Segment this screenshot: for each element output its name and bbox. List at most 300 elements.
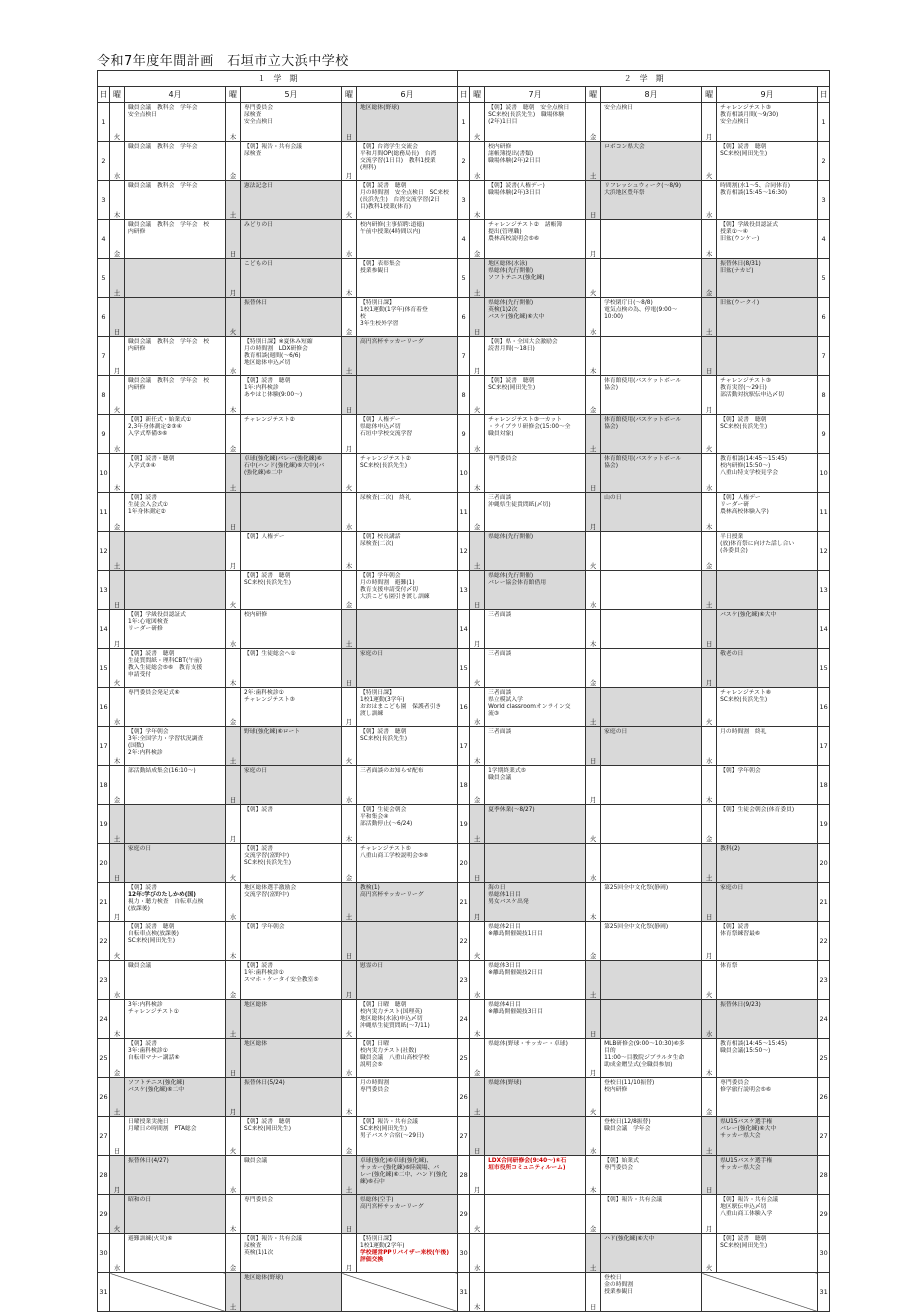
weekday-cell: 日 — [586, 1273, 601, 1312]
weekday-cell: 木 — [470, 181, 485, 220]
day-number: 30 — [458, 1234, 470, 1273]
event-cell: 【朝】読書・聴朝 入学式③④ — [125, 454, 226, 493]
table-row — [98, 1000, 830, 1039]
weekday-cell: 金 — [226, 415, 241, 454]
weekday-cell: 日 — [586, 181, 601, 220]
event-cell: 県U15バスケ選手権 バレー(強化練)⑥大中 サッカー県大会 — [717, 1117, 818, 1156]
day-number: 23 — [98, 961, 110, 1000]
weekday-cell: 月 — [470, 610, 485, 649]
event-cell: 三者面談 — [485, 610, 586, 649]
day-number: 10 — [458, 454, 470, 493]
event-cell: 【朝】県・全国大会激励会 読書月間(〜18日) — [485, 337, 586, 376]
weekday-cell: 火 — [702, 1234, 717, 1273]
event-cell: 地区総体(野球) — [241, 1273, 342, 1312]
event-cell: 【朝】読書 聴朝 SC来校(岡田先生) — [717, 1234, 818, 1273]
weekday-cell: 土 — [226, 454, 241, 493]
weekday-cell: 土 — [586, 688, 601, 727]
event-cell: 【特別日課】 1校1運動(3学年) おおはまこども園 保護者引き 渡し訓練 — [357, 688, 458, 727]
event-cell: 【朝】報告・共有会議 尿検査 — [241, 142, 342, 181]
day-number: 23 — [458, 961, 470, 1000]
day-number: 4 — [98, 220, 110, 259]
table-row — [98, 1039, 830, 1078]
weekday-cell: 土 — [586, 1234, 601, 1273]
weekday-cell: 日 — [226, 493, 241, 532]
event-cell: 体育館使用(バスケットボール 協会) — [601, 415, 702, 454]
weekday-cell: 土 — [702, 1117, 717, 1156]
table-row — [98, 1117, 830, 1156]
event-cell: チャレンジテスト③一カット ・ライブラリ研修会(15:00〜全 職員対象) — [485, 415, 586, 454]
weekday-cell: 金 — [110, 1039, 125, 1078]
event-cell: 家庭の日 — [357, 649, 458, 688]
event-cell: 県総体(野球) — [485, 1078, 586, 1117]
day-number: 9 — [458, 415, 470, 454]
day-number: 28 — [98, 1156, 110, 1195]
event-cell: 体育祭 — [717, 961, 818, 1000]
event-cell: 【朝】読書(人権デー) 職場体験(2年)3日目 — [485, 181, 586, 220]
weekday-cell: 月 — [702, 922, 717, 961]
event-cell: 【朝】読書 体育祭練習最⑥ — [717, 922, 818, 961]
event-cell: 月の時間割 終礼 — [717, 727, 818, 766]
weekday-cell: 火 — [586, 1078, 601, 1117]
day-number: 5 — [98, 259, 110, 298]
event-cell — [601, 649, 702, 688]
weekday-cell: 火 — [226, 844, 241, 883]
weekday-cell: 月 — [702, 376, 717, 415]
weekday-cell: 土 — [342, 883, 357, 922]
weekday-cell: 日 — [342, 103, 357, 142]
event-cell: 【特別日課】※夏休み短縮 月の時間割 LDX研修会 教育相談(週間(〜6/6) 地区総体申込〆切 — [241, 337, 342, 376]
weekday-cell: 火 — [226, 571, 241, 610]
day-number: 1 — [818, 103, 830, 142]
event-cell: 【朝】読書 聴朝 自転車点検(放課後) SC来校(岡田先生) — [125, 922, 226, 961]
weekday-cell: 日 — [586, 1000, 601, 1039]
event-cell: 【朝】読書 聴朝 生徒質問紙・理科CBT(午前) 教入生徒総会⑤⑥ 教育支援 申請受付 — [125, 649, 226, 688]
event-cell: 慰霊の日 — [357, 961, 458, 1000]
weekday-cell: 金 — [342, 571, 357, 610]
weekday-cell: 土 — [110, 532, 125, 571]
weekday-cell: 土 — [702, 844, 717, 883]
event-cell: 振替休日(8/31) 旧盆(ナカビ) — [717, 259, 818, 298]
event-cell — [601, 571, 702, 610]
day-number: 8 — [458, 376, 470, 415]
event-cell: 三者面談 県立模試入学 World classroomオンライン交 流③ — [485, 688, 586, 727]
event-cell: 登校日(12/8振替) 職員会議 学年会 — [601, 1117, 702, 1156]
event-cell: 第25回全中文化祭(静岡) — [601, 883, 702, 922]
table-row — [98, 181, 830, 220]
event-cell: 避難訓練(火災)⑥ — [125, 1234, 226, 1273]
event-cell: 登校日(11/10振替) 校内研修 — [601, 1078, 702, 1117]
day-number: 11 — [458, 493, 470, 532]
month-header-may: 5月 — [241, 87, 342, 103]
event-cell: みどりの日 — [241, 220, 342, 259]
weekday-cell: 日 — [342, 376, 357, 415]
event-cell: 【朝】始業式 専門委員会 — [601, 1156, 702, 1195]
event-cell: 県総体(野球・サッカー・卓球) — [485, 1039, 586, 1078]
empty-cell — [702, 1273, 818, 1312]
event-cell: 安全点検日 — [601, 103, 702, 142]
weekday-cell: 金 — [470, 1039, 485, 1078]
weekday-cell: 水 — [110, 142, 125, 181]
weekday-cell: 月 — [586, 220, 601, 259]
weekday-cell: 火 — [110, 376, 125, 415]
weekday-cell: 木 — [110, 1000, 125, 1039]
day-number: 6 — [458, 298, 470, 337]
day-number: 24 — [98, 1000, 110, 1039]
day-number: 5 — [458, 259, 470, 298]
weekday-cell: 木 — [110, 454, 125, 493]
event-cell — [357, 922, 458, 961]
event-cell: 振替休日(4/27) — [125, 1156, 226, 1195]
table-row — [98, 922, 830, 961]
event-cell: 専門委員会 — [241, 1195, 342, 1234]
day-number: 3 — [98, 181, 110, 220]
event-cell: 教科(2) — [717, 844, 818, 883]
weekday-cell: 水 — [110, 415, 125, 454]
weekday-cell: 水 — [470, 415, 485, 454]
weekday-cell: 金 — [342, 844, 357, 883]
weekday-cell: 火 — [226, 1117, 241, 1156]
weekday-cell: 木 — [226, 1195, 241, 1234]
day-number: 28 — [458, 1156, 470, 1195]
weekday-cell: 火 — [470, 649, 485, 688]
event-cell: 県総体4日目 ※離島開催競技3日目 — [485, 1000, 586, 1039]
weekday-cell: 日 — [702, 1156, 717, 1195]
weekday-cell: 月 — [342, 415, 357, 454]
event-cell — [241, 493, 342, 532]
event-cell: 【朝】読書 聴朝 SC来校(長浜先生) — [357, 727, 458, 766]
event-cell: 部活動結成集会(16:10〜) — [125, 766, 226, 805]
event-cell: 振替休日(5/24) — [241, 1078, 342, 1117]
event-cell: 【朝】生徒総会へ① — [241, 649, 342, 688]
weekday-cell: 日 — [702, 610, 717, 649]
weekday-cell: 金 — [702, 1078, 717, 1117]
event-cell: 地区総体 — [241, 1039, 342, 1078]
event-cell: 第25回全中文化祭(静岡) — [601, 922, 702, 961]
day-number: 21 — [458, 883, 470, 922]
weekday-cell: 月 — [342, 1234, 357, 1273]
weekday-cell: 水 — [702, 1000, 717, 1039]
weekday-cell: 日 — [586, 454, 601, 493]
event-cell: 職員会議 教科会 学年会 校 内研修 — [125, 220, 226, 259]
month-header-september: 9月 — [717, 87, 818, 103]
day-number: 1 — [98, 103, 110, 142]
weekday-cell: 土 — [586, 961, 601, 1000]
weekday-cell: 火 — [586, 805, 601, 844]
event-cell: 地区総体(水泳) 県総体(先行開催) ソフトテニス(強化練) — [485, 259, 586, 298]
table-row — [98, 415, 830, 454]
event-cell — [125, 571, 226, 610]
day-number: 20 — [98, 844, 110, 883]
weekday-cell: 火 — [470, 376, 485, 415]
event-cell: 【朝】読書 聴朝 SC来校(岡田先生) — [241, 1117, 342, 1156]
weekday-header: 曜 — [110, 87, 125, 103]
event-cell: 教育相談(14:45〜15:45) 職員会議(15:50〜) — [717, 1039, 818, 1078]
day-number: 23 — [818, 961, 830, 1000]
weekday-cell: 月 — [470, 1156, 485, 1195]
event-cell: ロボコン県大会 — [601, 142, 702, 181]
weekday-cell: 日 — [110, 1117, 125, 1156]
event-cell: 専門委員会 修学旅行説明会⑤⑥ — [717, 1078, 818, 1117]
weekday-cell: 木 — [342, 805, 357, 844]
event-cell — [601, 337, 702, 376]
day-number: 25 — [458, 1039, 470, 1078]
weekday-cell: 水 — [470, 688, 485, 727]
event-cell: チャレンジテスト⑧ SC来校(長浜先生) — [717, 688, 818, 727]
weekday-cell: 木 — [470, 454, 485, 493]
day-number: 31 — [818, 1273, 830, 1312]
event-cell: 憲法記念日 — [241, 181, 342, 220]
event-cell: 登校日 金の時間割 授業参観日 — [601, 1273, 702, 1312]
weekday-cell: 水 — [226, 337, 241, 376]
weekday-cell: 月 — [586, 1039, 601, 1078]
weekday-cell: 月 — [470, 883, 485, 922]
day-number: 27 — [818, 1117, 830, 1156]
day-number: 11 — [818, 493, 830, 532]
day-number: 19 — [458, 805, 470, 844]
month-header-july: 7月 — [485, 87, 586, 103]
weekday-cell: 金 — [586, 649, 601, 688]
event-cell: 職員会議 教科会 学年会 校 内研修 — [125, 376, 226, 415]
weekday-cell: 火 — [110, 649, 125, 688]
weekday-cell: 金 — [226, 142, 241, 181]
event-cell: 旧盆(ウークイ) — [717, 298, 818, 337]
event-cell: 家庭の日 — [241, 766, 342, 805]
weekday-header: 曜 — [586, 87, 601, 103]
day-number: 31 — [458, 1273, 470, 1312]
weekday-cell: 日 — [702, 337, 717, 376]
event-cell: 【朝】読書 聴朝 SC来校(長浜先生) — [241, 571, 342, 610]
table-row — [98, 376, 830, 415]
weekday-cell: 火 — [342, 727, 357, 766]
event-cell: 三者面談 沖縄県生徒貴問紙(〆切) — [485, 493, 586, 532]
day-number: 13 — [458, 571, 470, 610]
weekday-cell: 火 — [470, 103, 485, 142]
weekday-cell: 水 — [110, 688, 125, 727]
event-cell: 家庭の日 — [601, 727, 702, 766]
event-cell: 振替休日(9/23) — [717, 1000, 818, 1039]
weekday-cell: 日 — [586, 727, 601, 766]
weekday-cell: 木 — [226, 922, 241, 961]
table-row — [98, 454, 830, 493]
event-cell: 体育館使用(バスケットボール 協会) — [601, 376, 702, 415]
table-row — [98, 1156, 830, 1195]
table-row — [98, 493, 830, 532]
event-cell: 3年:内科検診 チャレンジテスト① — [125, 1000, 226, 1039]
day-number: 8 — [818, 376, 830, 415]
weekday-cell: 火 — [226, 298, 241, 337]
day-number: 19 — [818, 805, 830, 844]
weekday-cell: 金 — [586, 922, 601, 961]
event-cell: チャレンジテスト② — [241, 415, 342, 454]
event-cell: 【朝】学級役員認証式 1年:心電図検査 リーダー研修 — [125, 610, 226, 649]
weekday-cell: 水 — [470, 142, 485, 181]
day-number: 22 — [98, 922, 110, 961]
weekday-cell: 土 — [470, 1078, 485, 1117]
event-cell: 職員会議 — [241, 1156, 342, 1195]
weekday-cell: 水 — [342, 1039, 357, 1078]
day-number: 24 — [458, 1000, 470, 1039]
weekday-cell: 金 — [586, 103, 601, 142]
day-number: 3 — [458, 181, 470, 220]
empty-cell — [342, 1273, 458, 1312]
weekday-cell: 金 — [110, 766, 125, 805]
weekday-cell: 日 — [342, 922, 357, 961]
table-row — [98, 610, 830, 649]
event-cell — [485, 1195, 586, 1234]
weekday-cell: 月 — [226, 259, 241, 298]
weekday-cell: 火 — [586, 259, 601, 298]
event-cell: 卓球(強化)⑥卓球(強化練)、 サッカー(強化練)⑥陸競場、バ レー(強化練)⑥二中、ハンド(強化 練)⑥石中 — [357, 1156, 458, 1195]
event-cell: 【朝】報告・共有会議 尿検査 英検(1)1次 — [241, 1234, 342, 1273]
day-number: 1 — [458, 103, 470, 142]
weekday-cell: 火 — [110, 103, 125, 142]
weekday-cell: 土 — [226, 181, 241, 220]
day-number: 6 — [818, 298, 830, 337]
day-number: 29 — [458, 1195, 470, 1234]
day-number: 26 — [458, 1078, 470, 1117]
day-number: 7 — [458, 337, 470, 376]
weekday-cell: 月 — [702, 103, 717, 142]
weekday-cell: 月 — [702, 1195, 717, 1234]
event-cell: 【朝】人権デー 県総体申込〆切 石垣中学校交流学習 — [357, 415, 458, 454]
day-number: 2 — [458, 142, 470, 181]
day-number: 19 — [98, 805, 110, 844]
day-number: 9 — [818, 415, 830, 454]
event-cell: 尿検査(二次) 終礼 — [357, 493, 458, 532]
table-row — [98, 1234, 830, 1273]
weekday-cell: 水 — [702, 454, 717, 493]
event-cell: 【朝】生徒会朝会(体育委員) — [717, 805, 818, 844]
event-cell: チャレンジテスト② 諸帳簿 提出(管理職) 農林高校説明会⑤⑥ — [485, 220, 586, 259]
event-cell — [125, 298, 226, 337]
weekday-cell: 水 — [586, 298, 601, 337]
table-row — [98, 142, 830, 181]
weekday-cell: 火 — [342, 181, 357, 220]
weekday-cell: 水 — [110, 1234, 125, 1273]
weekday-cell: 金 — [586, 376, 601, 415]
event-cell: 【朝】読書 聴朝 月の時間割 安全点検日 SC来校 (長浜先生) 台湾交流学習(2日 目)教科1授業(体育) — [357, 181, 458, 220]
day-number: 13 — [98, 571, 110, 610]
day-number: 28 — [818, 1156, 830, 1195]
weekday-cell: 金 — [470, 220, 485, 259]
day-number: 15 — [818, 649, 830, 688]
month-header-april: 4月 — [125, 87, 226, 103]
event-cell: 三者面談 — [485, 649, 586, 688]
event-cell — [125, 805, 226, 844]
weekday-cell: 火 — [342, 454, 357, 493]
day-number: 11 — [98, 493, 110, 532]
weekday-cell: 木 — [342, 259, 357, 298]
weekday-cell: 土 — [110, 805, 125, 844]
event-cell: 学校閉庁日(〜8/8) 電気点検の為、停電(9:00〜 10:00) — [601, 298, 702, 337]
day-number: 21 — [98, 883, 110, 922]
weekday-cell: 土 — [470, 805, 485, 844]
day-number: 6 — [98, 298, 110, 337]
weekday-cell: 月 — [110, 610, 125, 649]
event-cell: 教育相談(14:45〜15:45) 校内研修(15:50〜) 八重山特支学校見学会 — [717, 454, 818, 493]
weekday-cell: 土 — [110, 259, 125, 298]
event-cell: 県総体2日目 ※離島開催競技1日目 — [485, 922, 586, 961]
weekday-cell: 水 — [342, 493, 357, 532]
weekday-cell: 土 — [226, 727, 241, 766]
day-number: 5 — [818, 259, 830, 298]
weekday-cell: 水 — [470, 1234, 485, 1273]
weekday-cell: 金 — [470, 493, 485, 532]
table-row — [98, 1078, 830, 1117]
event-cell — [601, 805, 702, 844]
weekday-cell: 水 — [342, 220, 357, 259]
weekday-cell: 水 — [702, 727, 717, 766]
weekday-cell: 木 — [110, 181, 125, 220]
weekday-cell: 月 — [702, 649, 717, 688]
event-cell: 職員会議 教科会 学年会 安全点検日 — [125, 103, 226, 142]
weekday-cell: 日 — [226, 220, 241, 259]
weekday-cell: 水 — [342, 766, 357, 805]
event-cell: 【朝】読書 聴朝 SC来校(長浜先生) — [717, 415, 818, 454]
event-cell: 【朝】読書 聴朝 SC来校(岡田先生) — [717, 142, 818, 181]
weekday-cell: 日 — [110, 571, 125, 610]
table-row — [98, 688, 830, 727]
day-number: 9 — [98, 415, 110, 454]
event-cell — [601, 844, 702, 883]
weekday-cell: 金 — [470, 766, 485, 805]
month-header-august: 8月 — [601, 87, 702, 103]
event-cell: 【朝】読書 生徒会入会式① 1年身体測定② — [125, 493, 226, 532]
weekday-cell: 水 — [586, 1117, 601, 1156]
day-number: 26 — [98, 1078, 110, 1117]
weekday-cell: 木 — [702, 1039, 717, 1078]
table-row — [98, 571, 830, 610]
event-cell: 教検(1) 高円宮杯サッカーリーグ — [357, 883, 458, 922]
weekday-cell: 金 — [226, 961, 241, 1000]
weekday-cell: 月 — [110, 337, 125, 376]
weekday-cell: 月 — [342, 142, 357, 181]
weekday-cell: 水 — [586, 571, 601, 610]
event-cell — [717, 337, 818, 376]
event-cell: 県総体(先行開催) バレー協会体育館借用 — [485, 571, 586, 610]
day-number: 17 — [98, 727, 110, 766]
weekday-cell: 日 — [342, 1195, 357, 1234]
weekday-cell: 木 — [226, 103, 241, 142]
day-number: 10 — [98, 454, 110, 493]
day-number: 13 — [818, 571, 830, 610]
event-cell: こどもの日 — [241, 259, 342, 298]
weekday-cell: 月 — [110, 883, 125, 922]
weekday-cell: 月 — [586, 493, 601, 532]
event-cell: 三者面談 — [485, 727, 586, 766]
weekday-cell: 日 — [470, 1117, 485, 1156]
event-cell: 【朝】学年朝会 — [717, 766, 818, 805]
day-number: 20 — [458, 844, 470, 883]
weekday-cell: 木 — [586, 337, 601, 376]
event-cell: 【朝】日曜 校内実力テスト(社数) 職員会議 八重山高校学校 説明会⑤ — [357, 1039, 458, 1078]
event-cell: 【朝】学年朝会 月の時間割 避難(1) 教育支援申請受付〆切 大浜こども園引き渡し訓練 — [357, 571, 458, 610]
day-number: 15 — [98, 649, 110, 688]
weekday-cell: 水 — [586, 844, 601, 883]
weekday-cell: 木 — [702, 493, 717, 532]
event-cell: 県総体(先行開催) 英検(1)2次 バスケ(強化練)⑥大中 — [485, 298, 586, 337]
event-cell — [601, 766, 702, 805]
event-cell: 【朝】人権デー — [241, 532, 342, 571]
day-number: 16 — [458, 688, 470, 727]
day-number: 12 — [818, 532, 830, 571]
event-cell: 職員会議 教科会 学年会 校 内研修 — [125, 337, 226, 376]
day-number: 12 — [98, 532, 110, 571]
weekday-cell: 土 — [226, 1000, 241, 1039]
weekday-cell: 木 — [470, 727, 485, 766]
weekday-cell: 水 — [470, 961, 485, 1000]
day-header: 日 — [458, 87, 470, 103]
